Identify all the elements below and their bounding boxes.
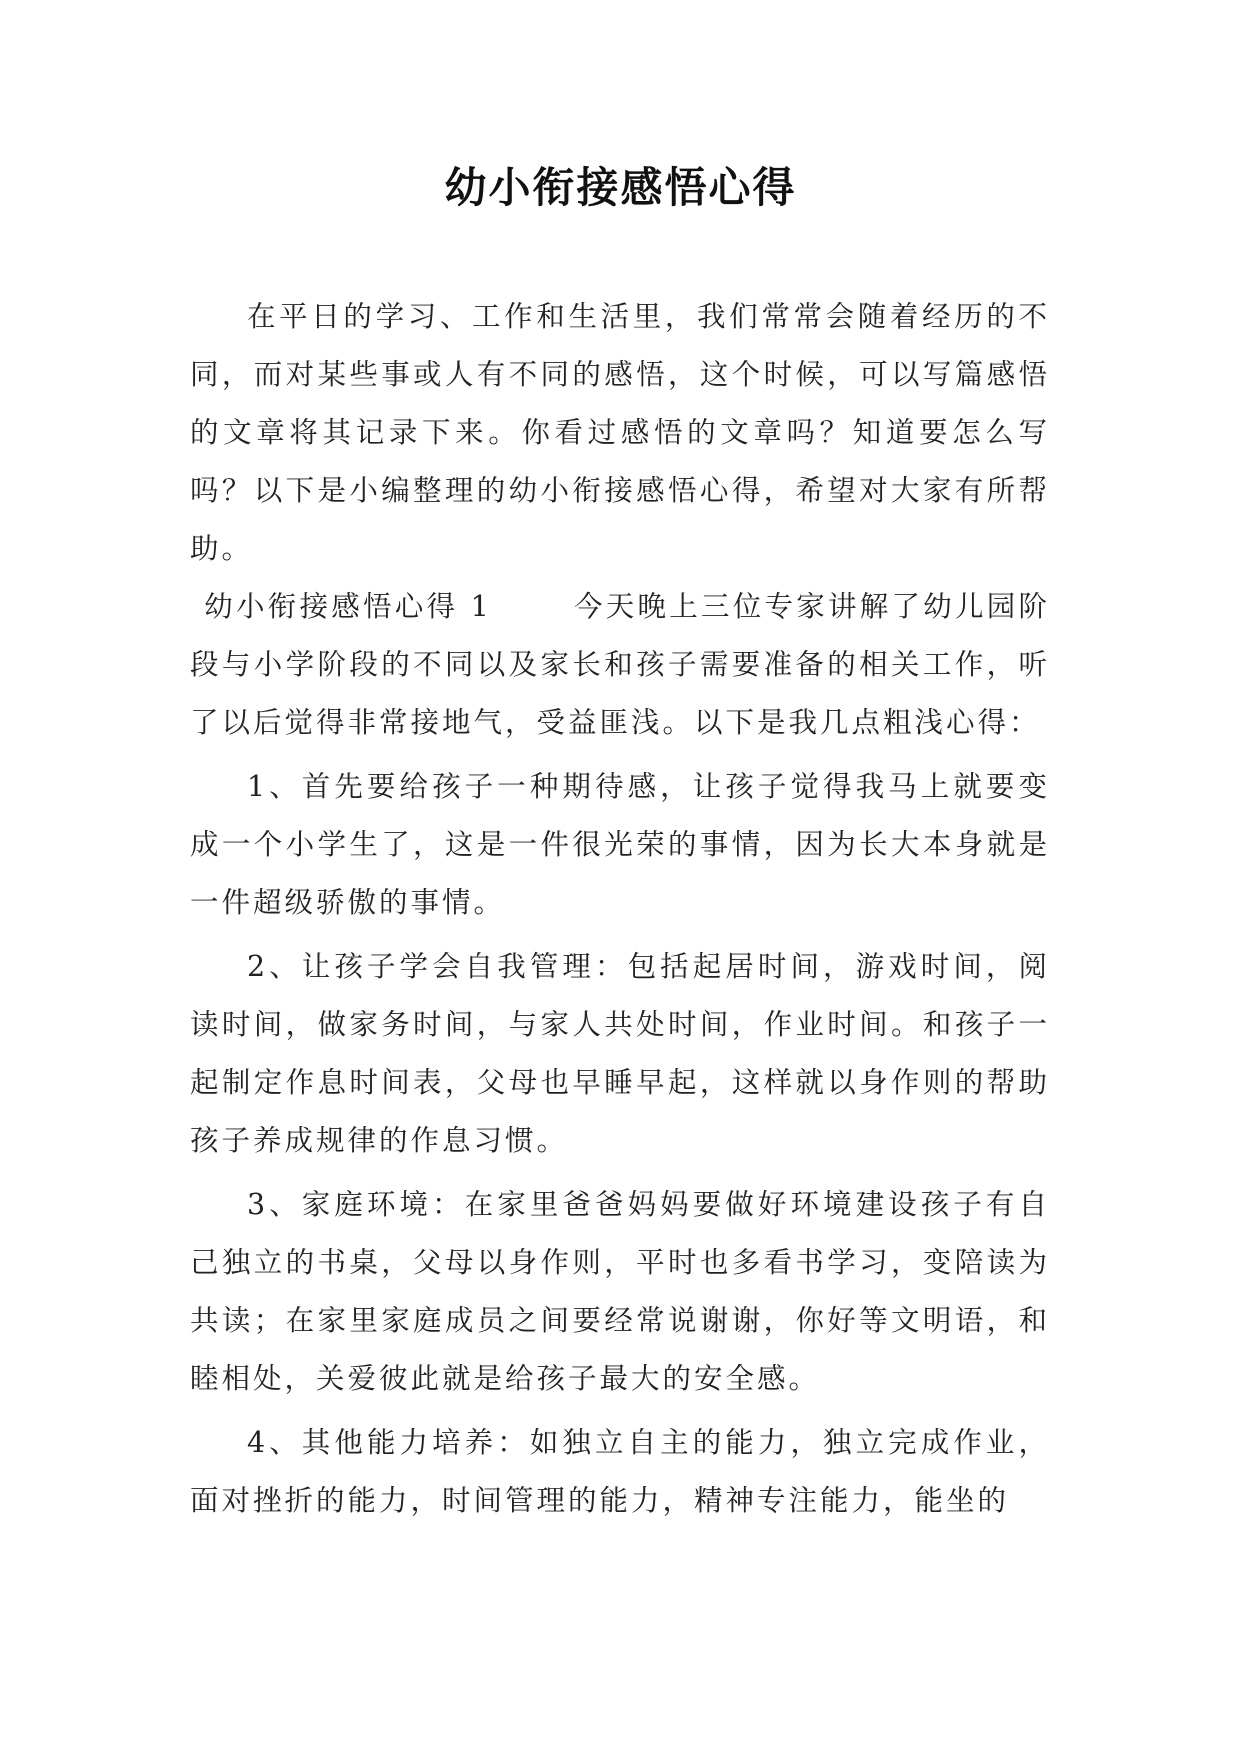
point-3-paragraph: 3、家庭环境：在家里爸爸妈妈要做好环境建设孩子有自己独立的书桌，父母以身作则，平时也多看书学习，变陪读为共读；在家里家庭成员之间要经常说谢谢，你好等文明语，和睦相处，关爱彼此就是给孩子最大的安全感。 xyxy=(190,1188,1050,1395)
intro-paragraph: 在平日的学习、工作和生活里，我们常常会随着经历的不同，而对某些事或人有不同的感悟，这个时候，可以写篇感悟的文章将其记录下来。你看过感悟的文章吗？知道要怎么写吗？以下是小编整理的幼小衔接感悟心得，希望对大家有所帮助。 xyxy=(190,300,1050,565)
section-1-paragraph xyxy=(190,578,1050,752)
point-1-paragraph: 1、首先要给孩子一种期待感，让孩子觉得我马上就要变成一个小学生了，这是一件很光荣的事情，因为长大本身就是一件超级骄傲的事情。 xyxy=(190,770,1050,919)
point-2-paragraph: 2、让孩子学会自我管理：包括起居时间，游戏时间，阅读时间，做家务时间，与家人共处时间，作业时间。和孩子一起制定作息时间表，父母也早睡早起，这样就以身作则的帮助孩子养成规律的作息习惯。 xyxy=(190,950,1050,1157)
document-body xyxy=(190,288,1050,1530)
point-4-paragraph: 4、其他能力培养：如独立自主的能力，独立完成作业，面对挫折的能力，时间管理的能力，精神专注能力，能坐的 xyxy=(190,1426,1050,1517)
section-1-text: 今天晚上三位专家讲解了幼儿园阶段与小学阶段的不同以及家长和孩子需要准备的相关工作，听了以后觉得非常接地气，受益匪浅。以下是我几点粗浅心得： xyxy=(190,590,1050,739)
section-1-heading: 幼小衔接感悟心得 1 xyxy=(204,590,492,623)
document-title: 幼小衔接感悟心得 xyxy=(444,163,797,212)
